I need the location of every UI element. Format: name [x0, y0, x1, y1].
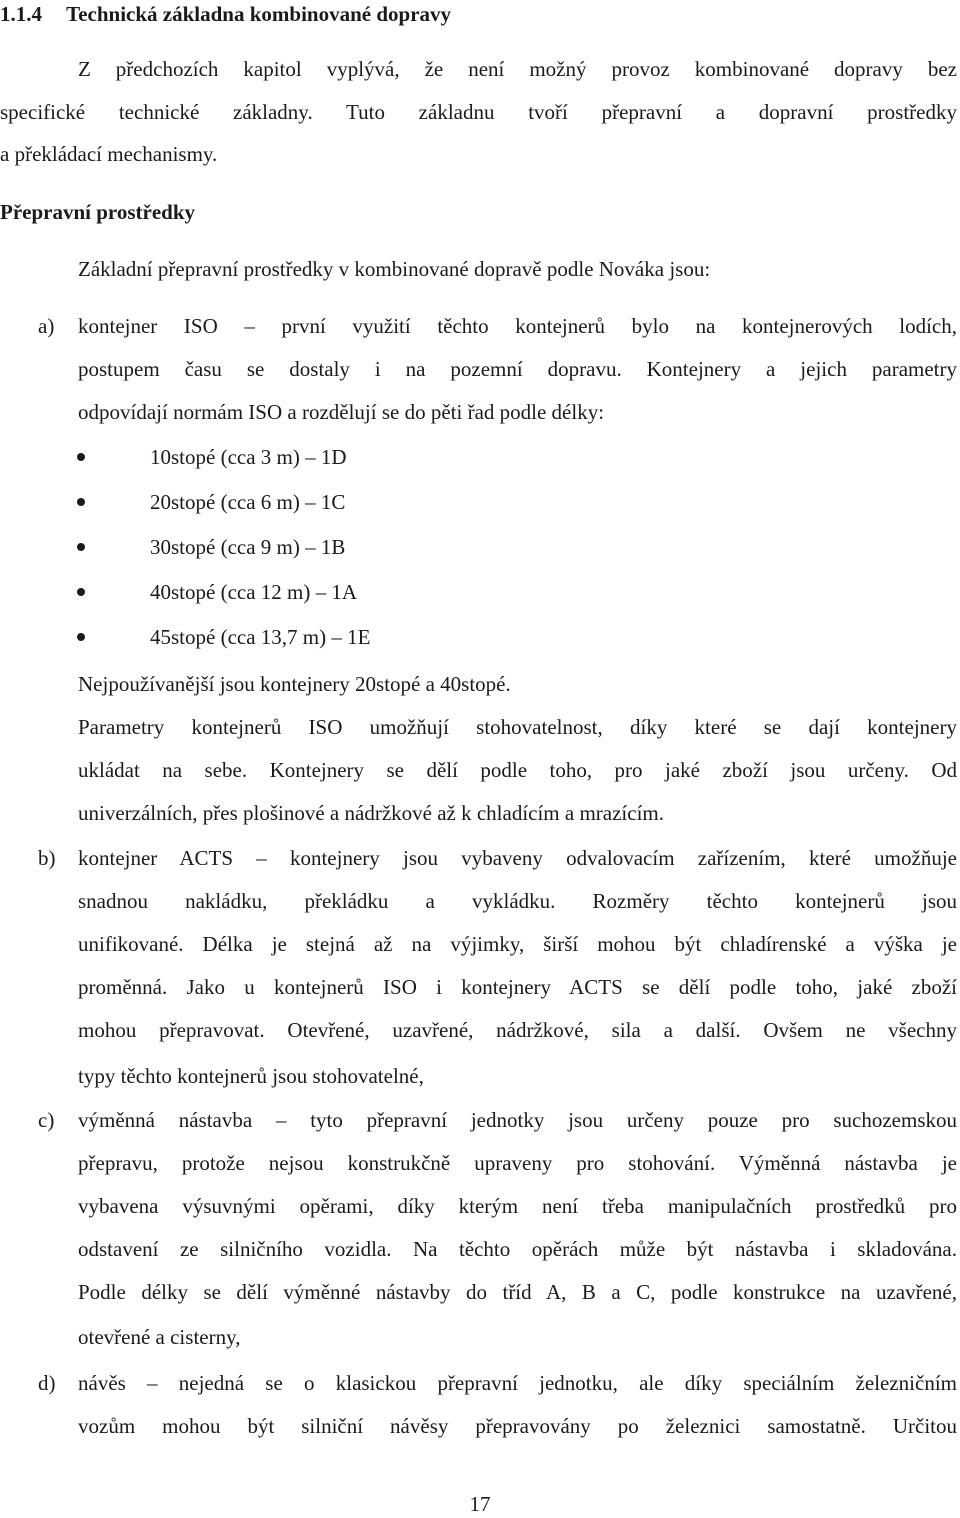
item-c-line-5: Podle délky se dělí výměnné nástavby do tříd A, B a C, podle konstrukce na uzavřené, [78, 1280, 957, 1304]
item-a-after-1: Nejpoužívanější jsou kontejnery 20stopé a 40stopé. [78, 672, 511, 696]
page-number: 17 [469, 1492, 491, 1516]
size-item-2: 20stopé (cca 6 m) – 1C [150, 490, 346, 514]
item-c-line-1: výměnná nástavba – tyto přepravní jednotky jsou určeny pouze pro suchozemskou [78, 1108, 957, 1132]
item-c-line-4: odstavení ze silničního vozidla. Na těchto opěrách může být nástavba i skladována. [78, 1237, 957, 1261]
item-a-after-2: Parametry kontejnerů ISO umožňují stohovatelnost, díky které se dají kontejnery [78, 715, 957, 739]
bullet-icon [77, 453, 85, 461]
intro-line-1: Z předchozích kapitol vyplývá, že není možný provoz kombinované dopravy bez [78, 57, 957, 81]
item-a-after-4: univerzálních, přes plošinové a nádržkové až k chladícím a mrazícím. [78, 801, 665, 825]
item-a-line-3: odpovídají normám ISO a rozdělují se do pěti řad podle délky: [78, 400, 605, 424]
intro-line-3: a překládací mechanismy. [0, 142, 218, 166]
section-number: 1.1.4 [0, 2, 42, 26]
lead-sentence: Základní přepravní prostředky v kombinované dopravě podle Nováka jsou: [78, 257, 711, 281]
section-heading [0, 0, 451, 28]
size-item-3: 30stopé (cca 9 m) – 1B [150, 535, 346, 559]
size-item-4: 40stopé (cca 12 m) – 1A [150, 580, 358, 604]
bullet-icon [77, 498, 85, 506]
item-b-line-6: typy těchto kontejnerů jsou stohovatelné, [78, 1064, 424, 1088]
intro-line-2: specifické technické základny. Tuto základnu tvoří přepravní a dopravní prostředky [0, 100, 957, 124]
list-marker-d: d) [38, 1371, 56, 1395]
item-a-after-3: ukládat na sebe. Kontejnery se dělí podle toho, pro jaké zboží jsou určeny. Od [78, 758, 957, 782]
bullet-icon [77, 543, 85, 551]
item-c-line-6: otevřené a cisterny, [78, 1325, 241, 1349]
bullet-icon [77, 633, 85, 641]
list-marker-b: b) [38, 846, 56, 870]
item-d-line-2: vozům mohou být silniční návěsy přepravovány po železnici samostatně. Určitou [78, 1414, 957, 1438]
item-b-line-4: proměnná. Jako u kontejnerů ISO i kontejnery ACTS se dělí podle toho, jaké zboží [78, 975, 957, 999]
item-b-line-3: unifikované. Délka je stejná až na výjimky, širší mohou být chladírenské a výška je [78, 932, 957, 956]
size-item-5: 45stopé (cca 13,7 m) – 1E [150, 625, 371, 649]
item-b-line-1: kontejner ACTS – kontejnery jsou vybaveny odvalovacím zařízením, které umožňuje [78, 846, 957, 870]
section-title: Technická základna kombinované dopravy [66, 2, 452, 26]
item-c-line-2: přepravu, protože nejsou konstrukčně upraveny pro stohování. Výměnná nástavba je [78, 1151, 957, 1175]
list-marker-a: a) [38, 314, 55, 338]
bullet-icon [77, 588, 85, 596]
item-d-line-1: návěs – nejedná se o klasickou přepravní jednotku, ale díky speciálním železničním [78, 1371, 957, 1395]
item-b-line-2: snadnou nakládku, překládku a vykládku. Rozměry těchto kontejnerů jsou [78, 889, 957, 913]
item-c-line-3: vybavena výsuvnými opěrami, díky kterým není třeba manipulačních prostředků pro [78, 1194, 957, 1218]
item-a-line-2: postupem času se dostaly i na pozemní dopravu. Kontejnery a jejich parametry [78, 357, 957, 381]
list-marker-c: c) [38, 1108, 55, 1132]
subheading: Přepravní prostředky [0, 200, 196, 224]
size-item-1: 10stopé (cca 3 m) – 1D [150, 445, 347, 469]
item-a-line-1: kontejner ISO – první využití těchto kontejnerů bylo na kontejnerových lodích, [78, 314, 957, 338]
item-b-line-5: mohou přepravovat. Otevřené, uzavřené, nádržkové, sila a další. Ovšem ne všechny [78, 1018, 957, 1042]
